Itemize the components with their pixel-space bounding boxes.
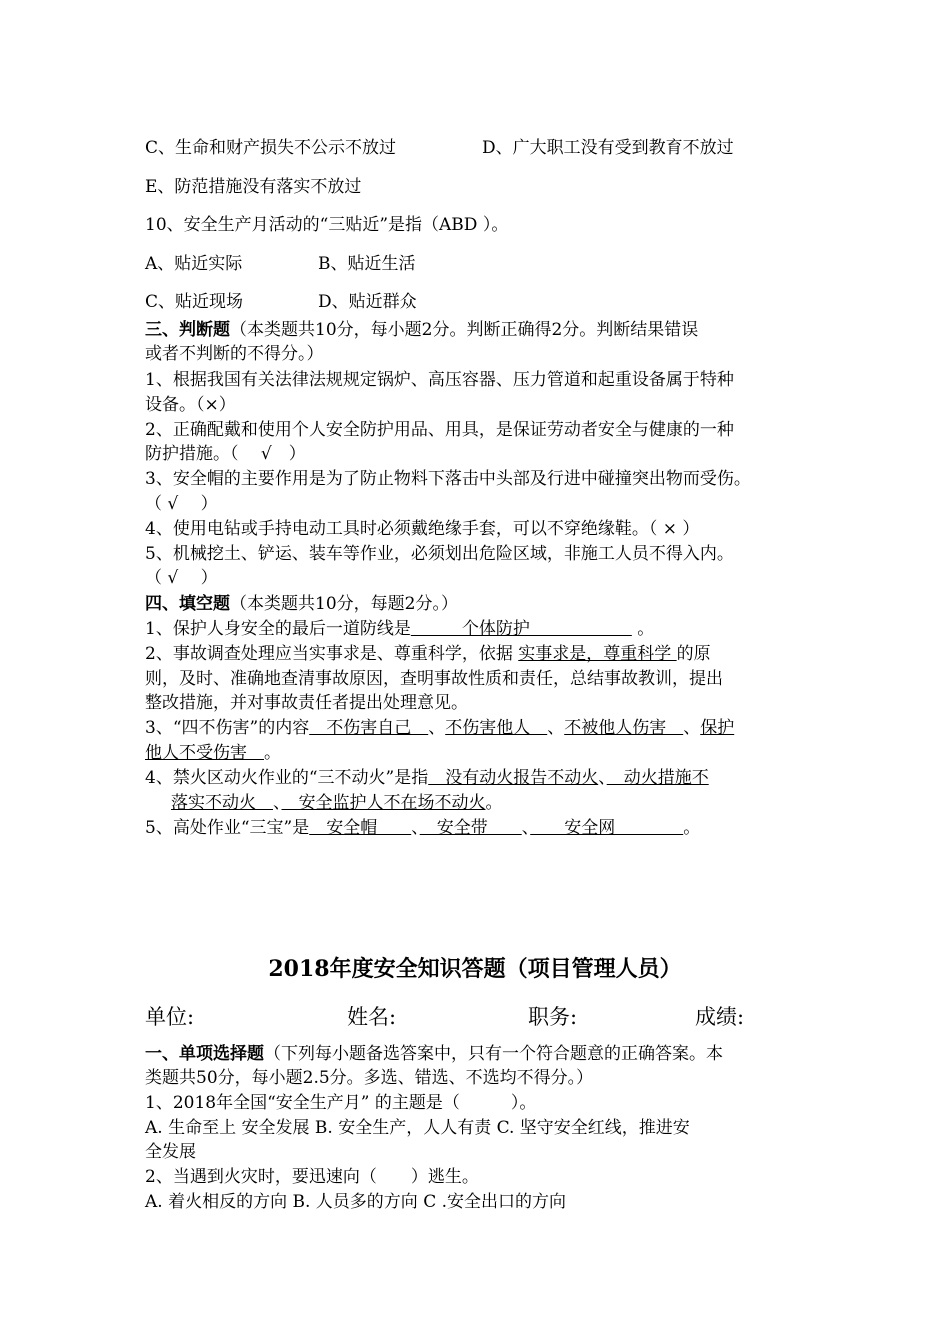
q9-option-d: D、广大职工没有受到教育不放过 <box>482 138 734 158</box>
fill-q3-answer-1: 不伤害自己 <box>309 718 429 738</box>
fill-q3-answer-4: 保护 <box>700 718 735 738</box>
fill-q3-sep-1: 、 <box>428 718 446 738</box>
fill-q4-answer-3: 安全监护人不在场不动火 <box>281 793 486 813</box>
exam2-q1: 1、2018年全国“安全生产月” 的主题是（ ）。 <box>145 1093 537 1113</box>
fill-q3-sep-2: 、 <box>547 718 565 738</box>
section3-header <box>145 318 698 342</box>
fill-q3-sep-3: 、 <box>683 718 701 738</box>
fill-q5-answer-2: 安全带 <box>419 818 522 838</box>
exam2-section1-heading: 一、单项选择题 <box>145 1044 264 1064</box>
fill-q3-answer-3: 不被他人伤害 <box>564 718 684 738</box>
exam2-section1-desc: （下列每小题备选答案中，只有一个符合题意的正确答案。本 <box>264 1044 723 1064</box>
q9-option-e: E、防范措施没有落实不放过 <box>145 177 362 197</box>
fill-q4-answer-1: 没有动火报告不动火 <box>428 768 599 788</box>
q9-option-c-row <box>145 136 734 160</box>
fill-q4-end: 。 <box>485 793 503 813</box>
judge-item-3-cont: （ √ ） <box>145 494 218 514</box>
q10-option-b: B、贴近生活 <box>318 254 416 274</box>
judge-item-1: 1、根据我国有关法律法规规定锅炉、高压容器、压力管道和起重设备属于特种 <box>145 370 734 390</box>
fill-q4-cont <box>171 791 503 815</box>
fill-q4-sep-2: 、 <box>273 793 282 813</box>
q9-option-c: C、生命和财产损失不公示不放过 <box>145 138 397 158</box>
section3-desc-cont: 或者不判断的不得分。） <box>145 344 324 364</box>
exam2-section1-desc-cont: 类题共50分，每小题2.5分。多选、错选、不选均不得分。） <box>145 1068 594 1088</box>
judge-item-2-cont: 防护措施。（ √ ） <box>145 444 306 464</box>
fill-q5-answer-1: 安全帽 <box>309 818 412 838</box>
q10-option-d: D、贴近群众 <box>318 292 417 312</box>
q10-question: 10、安全生产月活动的“三贴近”是指（ABD ）。 <box>145 215 509 235</box>
fill-q1-end: 。 <box>631 619 655 639</box>
exam2-q2-options: A. 着火相反的方向 B. 人员多的方向 C .安全出口的方向 <box>145 1192 567 1212</box>
fill-q3-text: 3、“四不伤害”的内容 <box>145 718 310 738</box>
exam2-q1-options: A. 生命至上 安全发展 B. 安全生产，人人有责 C. 坚守安全红线，推进安 <box>145 1118 690 1138</box>
fill-q4-sep-1: 、 <box>598 768 607 788</box>
fill-q4-answer-2: 动火措施不 <box>606 768 709 788</box>
fill-q1 <box>145 617 654 641</box>
score-label: 成绩: <box>695 1005 745 1029</box>
judge-item-4: 4、使用电钻或手持电动工具时必须戴绝缘手套，可以不穿绝缘鞋。（ × ） <box>145 519 700 539</box>
fill-q4-text: 4、禁火区动火作业的“三不动火”是指 <box>145 768 429 788</box>
position-label: 职务: <box>528 1005 578 1029</box>
fill-q2-answer: 实事求是，尊重科学 <box>518 644 677 664</box>
fill-q3 <box>145 716 734 740</box>
section3-heading: 三、判断题 <box>145 320 230 340</box>
unit-label: 单位: <box>145 1005 195 1029</box>
q10-options-ab <box>145 252 416 276</box>
fill-q1-text: 1、保护人身安全的最后一道防线是 <box>145 619 411 639</box>
fill-q5-sep-1: 、 <box>411 818 420 838</box>
judge-item-5: 5、机械挖土、铲运、装车等作业，必须划出危险区域，非施工人员不得入内。 <box>145 544 734 564</box>
exam2-q2: 2、当遇到火灾时，要迅速向（ ）逃生。 <box>145 1167 479 1187</box>
fill-q3-answer-4-cont: 他人不受伤害 <box>145 743 264 763</box>
fill-q5-sep-2: 、 <box>521 818 531 838</box>
judge-item-2: 2、正确配戴和使用个人安全防护用品、用具，是保证劳动者安全与健康的一种 <box>145 420 734 440</box>
q10-option-c: C、贴近现场 <box>145 292 244 312</box>
q10-option-a: A、贴近实际 <box>145 254 243 274</box>
fill-q5-text: 5、高处作业“三宝”是 <box>145 818 310 838</box>
fill-q3-cont <box>145 741 281 765</box>
fill-q5-end: 。 <box>683 818 701 838</box>
fill-q2 <box>145 642 711 666</box>
judge-item-5-cont: （ √ ） <box>145 568 218 588</box>
fill-q1-answer: 个体防护 <box>410 619 632 639</box>
fill-q5 <box>145 816 700 840</box>
section4-header <box>145 592 458 616</box>
judge-item-1-cont: 设备。（×） <box>145 395 236 415</box>
exam2-q1-options-cont: 全发展 <box>145 1142 196 1162</box>
judge-item-3: 3、安全帽的主要作用是为了防止物料下落击中头部及行进中碰撞突出物而受伤。 <box>145 469 751 489</box>
section4-heading: 四、填空题 <box>145 594 230 614</box>
fill-q3-answer-2: 不伤害他人 <box>445 718 548 738</box>
fill-q4-answer-2-cont: 落实不动火 <box>171 793 273 813</box>
q10-options-cd <box>145 290 417 314</box>
exam-title: 2018年度安全知识答题（项目管理人员） <box>268 956 682 982</box>
fill-q3-end: 。 <box>264 743 281 763</box>
fill-q2-text: 2、事故调查处理应当实事求是、尊重科学，依据 <box>145 644 519 664</box>
section4-desc: （本类题共10分，每题2分。） <box>230 594 458 614</box>
fill-q5-answer-3: 安全网 <box>530 818 684 838</box>
fill-q4 <box>145 766 709 790</box>
section3-desc: （本类题共10分，每小题2分。判断正确得2分。判断结果错误 <box>230 320 699 340</box>
fill-q2-cont-2: 整改措施，并对事故责任者提出处理意见。 <box>145 693 468 713</box>
fill-q2-cont-1: 则，及时、准确地查清事故原因，查明事故性质和责任，总结事故教训，提出 <box>145 669 723 689</box>
exam2-section1-header <box>145 1042 723 1066</box>
fill-q2-end: 的原 <box>676 644 711 664</box>
name-label: 姓名: <box>347 1005 397 1029</box>
